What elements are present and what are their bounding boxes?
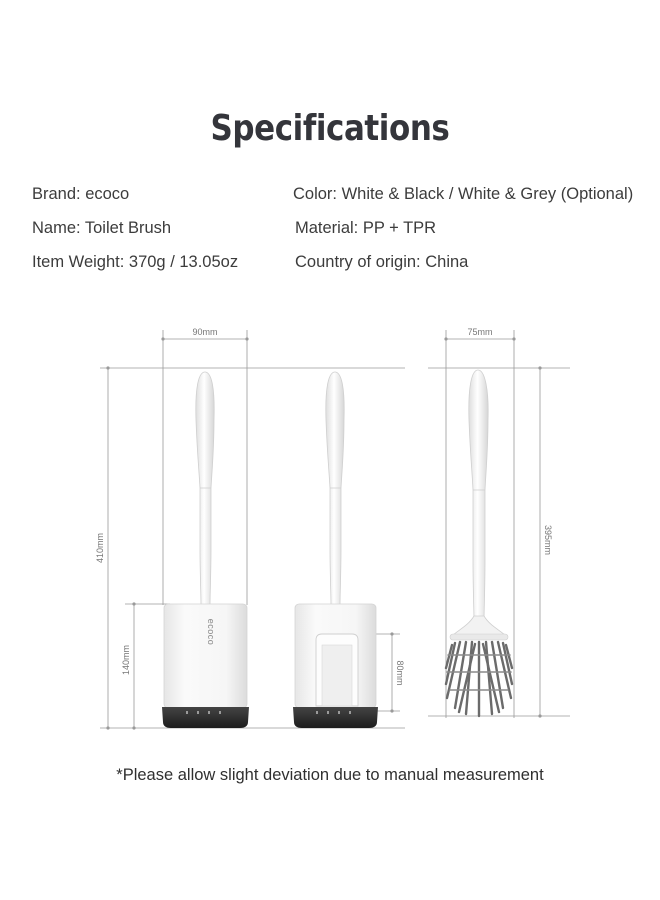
spec-material: Material: PP + TPR bbox=[295, 219, 437, 237]
dim-label-80mm: 80mm bbox=[395, 660, 405, 686]
spec-color: Color: White & Black / White & Grey (Optional) bbox=[293, 185, 634, 203]
spec-brand: Brand: ecoco bbox=[32, 185, 130, 203]
dim-label-140mm: 140mm bbox=[121, 644, 131, 676]
product-brush-view bbox=[446, 370, 512, 716]
brush-bristles bbox=[446, 642, 512, 716]
spec-origin: Country of origin: China bbox=[295, 253, 469, 271]
dim-label-90mm: 90mm bbox=[192, 327, 218, 337]
measurement-note: *Please allow slight deviation due to manual measurement bbox=[116, 766, 544, 784]
page-title: Specifications bbox=[210, 108, 450, 149]
dim-label-75mm: 75mm bbox=[467, 327, 493, 337]
spec-name: Name: Toilet Brush bbox=[32, 219, 172, 237]
product-dimension-diagram bbox=[0, 300, 660, 760]
spec-weight: Item Weight: 370g / 13.05oz bbox=[32, 253, 239, 271]
product-front-view bbox=[162, 372, 249, 728]
dim-label-410mm: 410mm bbox=[95, 532, 105, 564]
product-back-view bbox=[293, 372, 378, 728]
brand-logo: ecoco bbox=[206, 618, 216, 646]
dim-label-395mm: 395mm bbox=[543, 524, 553, 556]
